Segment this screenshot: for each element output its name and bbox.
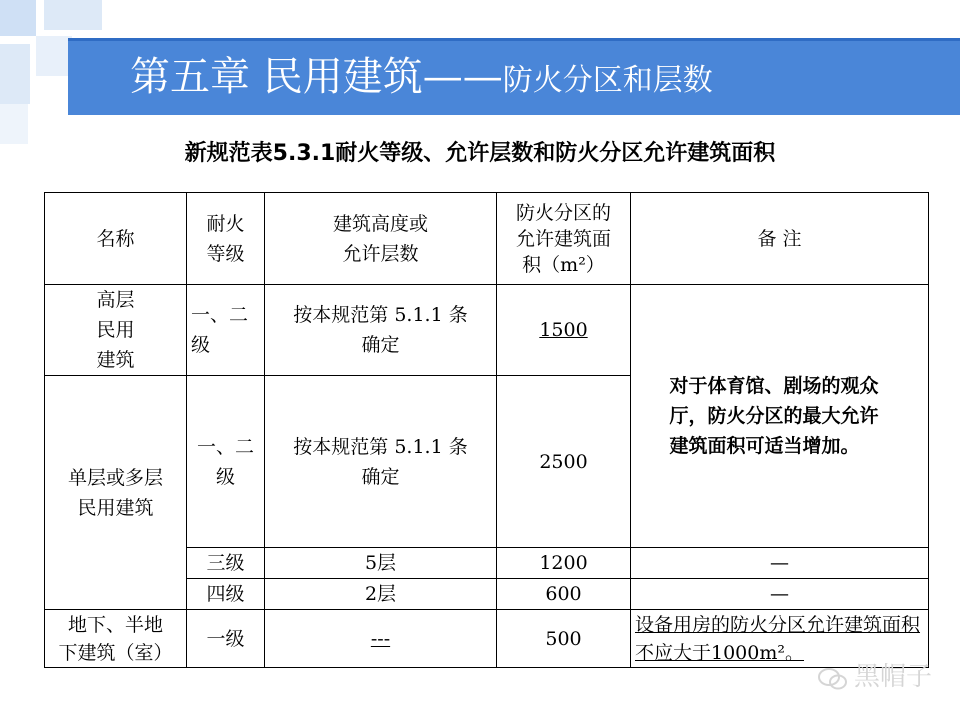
cell-area: 2500 bbox=[497, 376, 631, 548]
cell-name: 单层或多层 民用建筑 bbox=[45, 376, 187, 610]
table-row bbox=[45, 285, 929, 376]
cell-name: 地下、半地 下建筑（室） bbox=[45, 610, 187, 668]
cell-height: 按本规范第 5.1.1 条 确定 bbox=[265, 376, 497, 548]
table-header-row bbox=[45, 193, 929, 285]
header-area: 防火分区的 允许建筑面 积（m²） bbox=[497, 193, 631, 285]
cell-remark: — bbox=[631, 579, 929, 610]
header-grade: 耐火 等级 bbox=[187, 193, 265, 285]
slide-title-sub: 防火分区和层数 bbox=[502, 63, 713, 98]
fire-zone-table bbox=[44, 192, 929, 668]
header-height: 建筑高度或 允许层数 bbox=[265, 193, 497, 285]
cell-grade: 一、二 级 bbox=[187, 285, 265, 376]
cell-area: 1500 bbox=[497, 285, 631, 376]
table-caption: 新规范表5.3.1耐火等级、允许层数和防火分区允许建筑面积 bbox=[184, 141, 776, 166]
decor-square bbox=[36, 36, 72, 76]
cell-height: 按本规范第 5.1.1 条 确定 bbox=[265, 285, 497, 376]
cell-grade: 四级 bbox=[187, 579, 265, 610]
header-name: 名称 bbox=[45, 193, 187, 285]
cell-shared-remark bbox=[631, 285, 929, 548]
cell-area: 500 bbox=[497, 610, 631, 668]
cell-area: 600 bbox=[497, 579, 631, 610]
table-row bbox=[45, 610, 929, 668]
header-remark: 备 注 bbox=[631, 193, 929, 285]
cell-grade: 一、二 级 bbox=[187, 376, 265, 548]
cell-grade: 三级 bbox=[187, 548, 265, 579]
decor-square bbox=[44, 0, 102, 30]
cell-name: 高层 民用 建筑 bbox=[45, 285, 187, 376]
cell-height: --- bbox=[265, 610, 497, 668]
wechat-icon bbox=[818, 667, 848, 689]
cell-remark: — bbox=[631, 548, 929, 579]
cell-height: 5层 bbox=[265, 548, 497, 579]
cell-remark: 设备用房的防火分区允许建筑面积不应大于1000m²。 bbox=[631, 610, 929, 668]
cell-grade: 一级 bbox=[187, 610, 265, 668]
decor-square bbox=[0, 0, 36, 36]
watermark-text: 黑帽子 bbox=[853, 662, 932, 692]
shared-remark-text: 对于体育馆、剧场的观众厅，防火分区的最大允许建筑面积可适当增加。 bbox=[669, 375, 879, 457]
slide-title-main: 第五章 民用建筑—— bbox=[130, 54, 503, 100]
decor-square bbox=[0, 44, 30, 104]
title-banner bbox=[68, 38, 960, 115]
cell-height: 2层 bbox=[265, 579, 497, 610]
cell-area: 1200 bbox=[497, 548, 631, 579]
slide-title bbox=[130, 49, 713, 109]
watermark bbox=[818, 656, 932, 693]
